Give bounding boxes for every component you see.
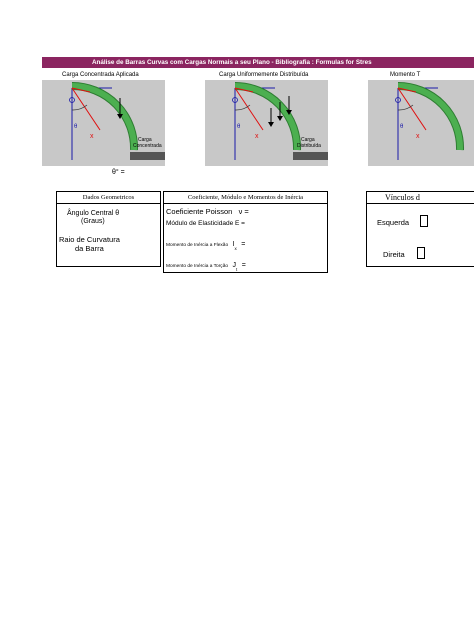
curved-beam-figure: [368, 80, 474, 166]
poisson-label: Coeficiente Poisson: [166, 207, 233, 216]
flexion-label: Momento de Inércia a Flexão: [166, 243, 229, 248]
flexion-row: [166, 233, 327, 251]
curved-beam: [72, 86, 134, 150]
right-support-label: Direita: [383, 250, 405, 259]
theta-degree-readout: θ° =: [112, 169, 125, 176]
load-arrow-head-1: [268, 122, 274, 127]
curved-beam-figure: [42, 80, 165, 166]
supports-header: Vínculos d: [367, 192, 474, 204]
theta-symbol: θ: [400, 124, 404, 130]
right-support-input[interactable]: [417, 247, 425, 259]
x-symbol: x: [90, 133, 94, 140]
poisson-symbol: ν =: [238, 207, 249, 216]
load-label-line-1: Carga: [138, 137, 152, 143]
load-label-line-1: Carga: [301, 137, 315, 143]
diagram-caption-3: Momento T: [390, 72, 421, 78]
geometry-data-table: [56, 191, 161, 267]
poisson-row: [166, 207, 327, 216]
left-support-label: Esquerda: [377, 218, 410, 227]
flexion-subscript: x: [234, 246, 237, 252]
curved-beam: [235, 86, 297, 150]
flexion-equals: =: [241, 241, 246, 248]
theta-symbol: θ: [74, 124, 78, 130]
x-symbol: x: [255, 133, 259, 140]
x-symbol: x: [416, 133, 420, 140]
torsion-symbol: J: [232, 262, 236, 270]
diagram-caption-2: Carga Uniformemente Distribuída: [219, 72, 309, 78]
diagram-distributed-load: [205, 80, 328, 166]
coefficients-header: Coeficiente, Módulo e Momentos de Inércia: [164, 192, 328, 204]
theta-symbol: θ: [237, 124, 241, 130]
radius-label-line-2: da Barra: [75, 244, 104, 253]
coefficients-table: [163, 191, 328, 273]
diagram-moment: [368, 80, 474, 166]
curved-beam: [398, 86, 460, 150]
fixed-support: [130, 152, 165, 160]
central-angle-label: Ângulo Central θ: [67, 210, 120, 217]
load-label-line-2: Concentrada: [133, 143, 162, 149]
modulus-label: Módulo de Elasticidade E =: [166, 220, 245, 227]
torsion-row: [166, 254, 327, 272]
central-angle-unit: (Graus): [81, 218, 105, 225]
left-support-input[interactable]: [420, 215, 428, 227]
radius-label-line-1: Raio de Curvatura: [59, 235, 120, 244]
fixed-support: [293, 152, 328, 160]
flexion-symbol: I: [232, 241, 235, 248]
title-bar: [42, 57, 474, 68]
torsion-subscript: t: [236, 267, 238, 273]
page-title: Análise de Barras Curvas com Cargas Normais a seu Plano - Bibliografia : Formulas for Stres: [92, 59, 372, 66]
supports-table: [366, 191, 474, 267]
torsion-label: Momento de Inércia a Torção: [166, 264, 229, 270]
geometry-header: Dados Geometricos: [57, 192, 161, 204]
torsion-equals: =: [241, 262, 246, 270]
diagram-concentrated-load: [42, 80, 165, 166]
load-arrow-head-2: [277, 116, 283, 121]
load-label-line-2: Distribuída: [297, 143, 321, 149]
curved-beam-figure: [205, 80, 328, 166]
diagram-caption-1: Carga Concentrada Aplicada: [62, 72, 139, 78]
